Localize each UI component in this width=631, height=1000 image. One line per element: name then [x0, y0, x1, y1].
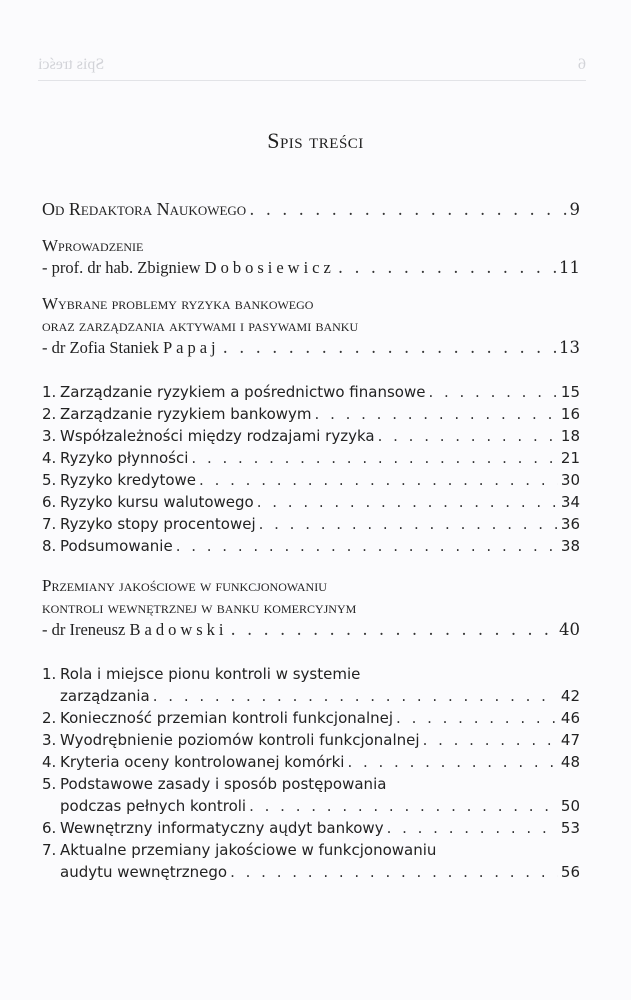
author-prefix: - dr Ireneusz	[42, 620, 126, 639]
page-number: 15	[560, 383, 580, 401]
bleed-running-head	[38, 56, 586, 81]
toc-entry[interactable]	[42, 337, 580, 359]
dot-leader	[428, 381, 557, 403]
section-heading-line: kontroli wewnętrznej w banku komercyjnym	[42, 598, 357, 617]
page-number: 42	[560, 687, 580, 705]
item-number: 1.	[42, 383, 57, 401]
dot-leader	[396, 707, 558, 729]
subentry-line	[42, 469, 580, 491]
subentry-first-line	[42, 663, 580, 685]
dot-leader	[257, 491, 558, 513]
section-heading-line: oraz zarządzania aktywami i pasywami banku	[42, 316, 359, 335]
subentry-line	[42, 447, 580, 469]
table-of-contents	[42, 198, 580, 897]
item-text: Zarządzanie ryzykiem a pośrednictwo finansowe	[60, 383, 426, 401]
subentry-line	[42, 403, 580, 425]
item-number: 4.	[42, 449, 57, 467]
item-text: Ryzyko stopy procentowej	[60, 515, 256, 533]
subentry-first-line	[42, 773, 580, 795]
item-text-line: Podstawowe zasady i sposób postępowania	[60, 775, 387, 793]
page-number: 47	[560, 731, 580, 749]
author	[42, 619, 228, 641]
dot-leader	[387, 817, 558, 839]
page-number: 46	[560, 709, 580, 727]
item-text: Ryzyko kredytowe	[60, 471, 197, 489]
toc-section-introduction	[42, 235, 580, 279]
subentry-last-line	[42, 795, 580, 817]
toc-subentry[interactable]	[42, 447, 580, 469]
item-number: 2.	[42, 709, 57, 727]
page-number: 50	[560, 797, 580, 815]
section-heading-line: Wybrane problemy ryzyka bankowego	[42, 294, 314, 313]
page-number: 36	[560, 515, 580, 533]
item-number: 5.	[42, 775, 57, 793]
toc-subentry[interactable]	[42, 773, 580, 817]
subentry-line	[42, 513, 580, 535]
item-text-line: zarządzania	[60, 687, 150, 705]
toc-subentry[interactable]	[42, 469, 580, 491]
item-text: Wewnętrzny informatyczny aųdyt bankowy	[60, 819, 384, 837]
author-surname: Badowski	[129, 620, 228, 639]
author-prefix: - prof. dr hab. Zbigniew	[42, 258, 201, 277]
toc-section-bank-risk	[42, 293, 580, 557]
dot-leader	[223, 337, 556, 359]
dot-leader	[347, 751, 557, 773]
dot-leader	[338, 257, 556, 279]
author-prefix: - dr Zofia Staniek	[42, 338, 159, 357]
item-text-line: Rola i miejsce pionu kontroli w systemie	[60, 665, 361, 683]
item-number: 8.	[42, 537, 57, 555]
dot-leader	[231, 619, 557, 641]
subentry-line	[42, 817, 580, 839]
item-text: Podsumowanie	[60, 537, 173, 555]
item-text: Konieczność przemian kontroli funkcjonalnej	[60, 709, 394, 727]
item-text: Kryteria oceny kontrolowanej komórki	[60, 753, 345, 771]
dot-leader	[378, 425, 558, 447]
item-number: 2.	[42, 405, 57, 423]
subentry-last-line	[42, 861, 580, 883]
subentry-line	[42, 707, 580, 729]
toc-subentry[interactable]	[42, 839, 580, 883]
toc-subentry[interactable]	[42, 535, 580, 557]
page-title: Spis treści	[267, 128, 364, 153]
section-heading: Od Redaktora Naukowego	[42, 199, 247, 219]
author	[42, 337, 220, 359]
subentry-line	[42, 535, 580, 557]
page-number: 56	[560, 863, 580, 881]
toc-subentry[interactable]	[42, 403, 580, 425]
toc-subentry[interactable]	[42, 729, 580, 751]
item-number: 6.	[42, 493, 57, 511]
page-number: 21	[560, 449, 580, 467]
toc-entry[interactable]	[42, 619, 580, 641]
author	[42, 257, 335, 279]
dot-leader	[176, 535, 558, 557]
item-text: Zarządzanie ryzykiem bankowym	[60, 405, 312, 423]
item-number: 3.	[42, 731, 57, 749]
dot-leader	[423, 729, 558, 751]
toc-subentry[interactable]	[42, 663, 580, 707]
item-number: 7.	[42, 515, 57, 533]
toc-subentry[interactable]	[42, 817, 580, 839]
page-number: 11	[559, 258, 580, 277]
item-number: 5.	[42, 471, 57, 489]
item-text: Wyodrębnienie poziomów kontroli funkcjonalnej	[60, 731, 420, 749]
subentry-first-line	[42, 839, 580, 861]
section-heading: Wprowadzenie	[42, 236, 144, 255]
page-number: 38	[560, 537, 580, 555]
page-number: 30	[560, 471, 580, 489]
item-text-line: Aktualne przemiany jakościowe w funkcjonowaniu	[60, 841, 437, 859]
subentry-line	[42, 491, 580, 513]
item-number: 6.	[42, 819, 57, 837]
item-text-line: audytu wewnętrznego	[60, 863, 228, 881]
section-heading-line: Przemiany jakościowe w funkcjonowaniu	[42, 576, 327, 595]
item-text: Współzależności między rodzajami ryzyka	[60, 427, 375, 445]
dot-leader	[199, 469, 558, 491]
author-surname: Papaj	[162, 338, 220, 357]
page-number: 34	[560, 493, 580, 511]
dot-leader	[249, 795, 558, 817]
item-number: 1.	[42, 665, 57, 683]
page-number: 16	[560, 405, 580, 423]
page-number: 53	[560, 819, 580, 837]
item-number: 3.	[42, 427, 57, 445]
toc-subentry[interactable]	[42, 751, 580, 773]
item-text: Ryzyko kursu walutowego	[60, 493, 254, 511]
author-surname: Dobosiewicz	[204, 258, 335, 277]
dot-leader	[315, 403, 558, 425]
dot-leader	[230, 861, 558, 883]
subentry-line	[42, 751, 580, 773]
toc-subentry[interactable]	[42, 425, 580, 447]
toc-subentry[interactable]	[42, 381, 580, 403]
page-number: 13	[559, 338, 580, 357]
subentry-line	[42, 381, 580, 403]
dot-leader	[249, 199, 566, 221]
toc-section-internal-control	[42, 575, 580, 883]
toc-entry[interactable]	[42, 257, 580, 279]
page-number: 18	[560, 427, 580, 445]
bleed-page-number: 6	[578, 56, 586, 73]
toc-subentry[interactable]	[42, 707, 580, 729]
subentry-line	[42, 425, 580, 447]
toc-section-editor-foreword	[42, 198, 580, 221]
bleed-running-title: Spis treści	[38, 56, 105, 73]
item-number: 4.	[42, 753, 57, 771]
page-number: 9	[569, 200, 580, 219]
page-number: 48	[560, 753, 580, 771]
item-text: Ryzyko płynności	[60, 449, 189, 467]
toc-subentry[interactable]	[42, 491, 580, 513]
dot-leader	[259, 513, 558, 535]
dot-leader	[153, 685, 558, 707]
subentry-line	[42, 729, 580, 751]
item-number: 7.	[42, 841, 57, 859]
dot-leader	[191, 447, 557, 469]
subentry-last-line	[42, 685, 580, 707]
page-number: 40	[559, 620, 580, 639]
toc-subentry[interactable]	[42, 513, 580, 535]
toc-entry[interactable]	[42, 198, 580, 221]
item-text-line: podczas pełnych kontroli	[60, 797, 247, 815]
